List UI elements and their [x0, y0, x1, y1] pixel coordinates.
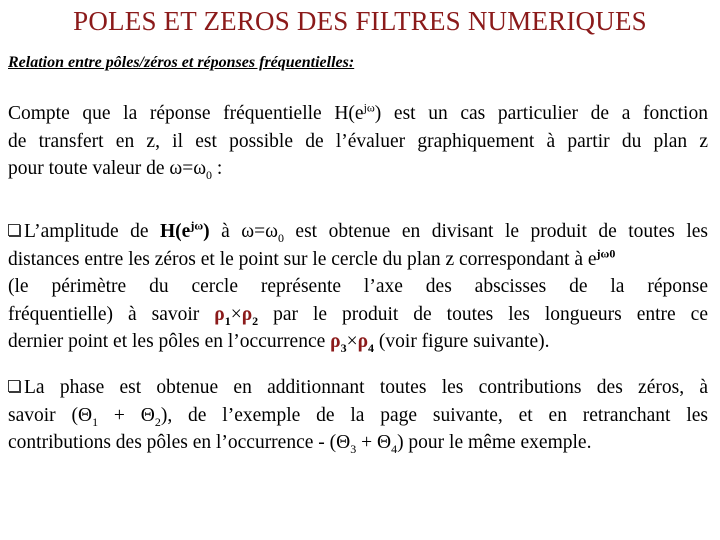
phase-line-2: savoir $(\Theta_1 + \Theta_2)$, de l’exemple de la page suivante, et en retranchant les: [8, 404, 708, 429]
amplitude-line-2: distances entre les zéros et le point sur le cercle du plan z correspondant à $e^{j\omega 0}$: [8, 246, 616, 270]
phase-line-1: La phase est obtenue en additionnant toutes les contributions des zéros, à: [8, 374, 708, 402]
amplitude-line-4: fréquentielle) à savoir $\rho_1\times\rho_2$ par le produit de toutes les longueurs entre ce: [8, 303, 708, 328]
square-bullet-icon: [8, 224, 20, 236]
amplitude-line-3: (le périmètre du cercle représente l’axe des abscisses de la réponse: [8, 276, 708, 297]
intro-paragraph: [8, 100, 708, 183]
section-subtitle: Relation entre pôles/zéros et réponses fréquentielles:: [8, 54, 355, 71]
intro-line-3: pour toute valeur de $\omega=\omega_0$ :: [8, 158, 223, 182]
amplitude-paragraph: [8, 218, 708, 356]
intro-line-2: de transfert en z, il est possible de l’évaluer graphiquement à partir du plan z: [8, 130, 708, 152]
page-title: POLES ET ZEROS DES FILTRES NUMERIQUES: [73, 6, 647, 36]
amplitude-line-1: L’amplitude de $H(e^{j\omega})$ à $\omega=\omega_0$ est obtenue en divisant le produit de toutes les: [8, 218, 708, 246]
intro-line-1: Compte que la réponse fréquentielle $H(e^{j\omega})$ est un cas particulier de a fonction: [8, 100, 708, 124]
square-bullet-icon: [8, 380, 20, 392]
phase-paragraph: [8, 374, 708, 457]
amplitude-line-5: dernier point et les pôles en l’occurrence $\rho_3\times\rho_4$ (voir figure suivante).: [8, 331, 550, 355]
phase-line-3: contributions des pôles en l’occurrence - $(\Theta_3 + \Theta_4)$ pour le même exemple.: [8, 432, 592, 456]
